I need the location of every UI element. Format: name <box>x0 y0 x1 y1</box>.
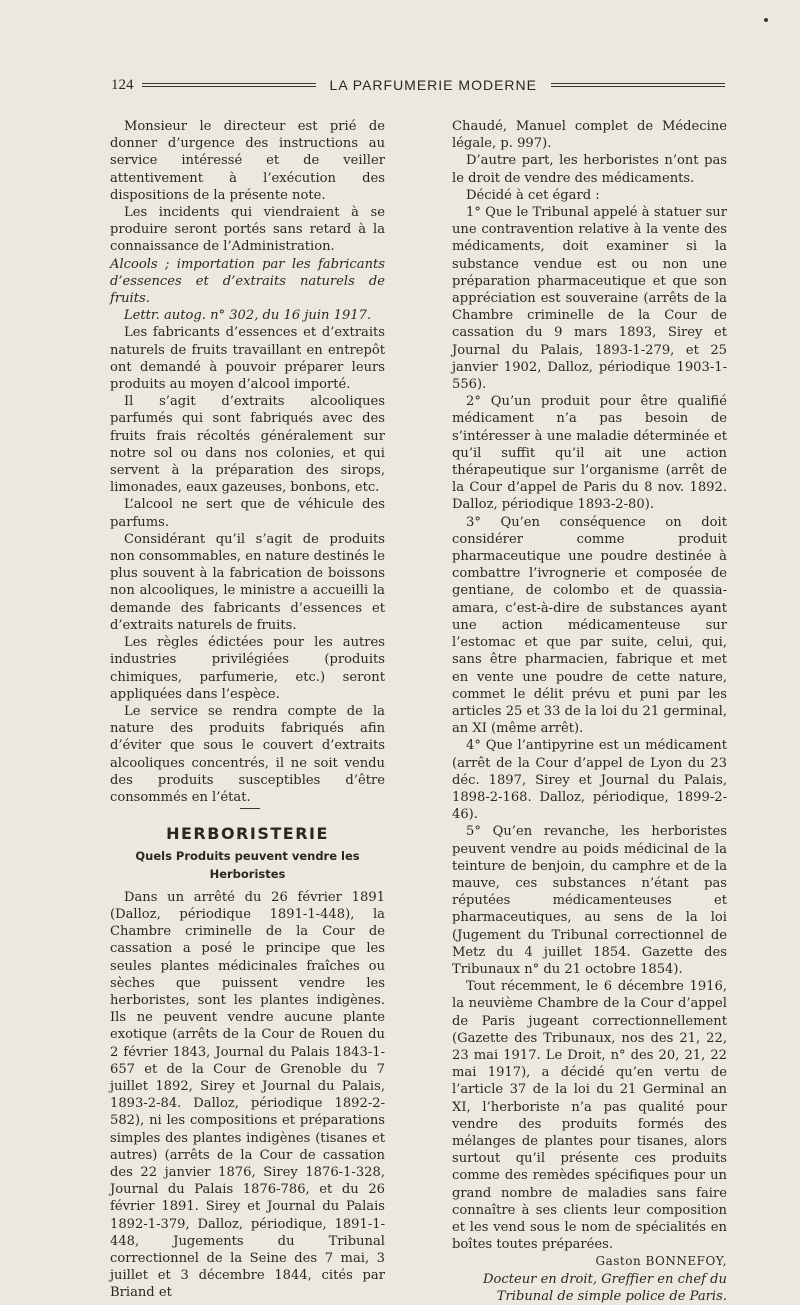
right-column <box>452 118 727 1305</box>
paragraph: Tout récemment, le 6 décembre 1916, la neuvième Chambre de la Cour d’appel de Paris jugeant correctionnellement (Gazette des Tribunaux, nos des 21, 22, 23 mai 1917. Le Droit, n° des 20, 21, 22 mai 1917), a décidé qu’en vertu de l’article 37 de la loi du 21 Germinal an XI, l’herboriste n’a pas qualité pour vendre des produits formés des mélanges de plantes pour tisanes, alors surtout qu’il présente ces produits comme des remèdes spécifiques pour un grand nombre de maladies sans faire connaître à ses clients leur composition et les vend sous le nom de spécialités en boîtes toutes préparées. <box>452 979 727 1253</box>
paragraph: Les fabricants d’essences et d’extraits naturels de fruits travaillant en entrepôt ont demandé à pouvoir préparer leurs produits au moyen d’alcool importé. <box>110 325 385 393</box>
running-header <box>111 75 725 95</box>
paragraph: Décidé à cet égard : <box>466 187 600 203</box>
section-subtitle: Quels Produits peuvent vendre les Herboristes <box>135 849 360 881</box>
page-number: 124 <box>111 76 134 93</box>
section-title: HERBORISTERIE <box>166 824 329 844</box>
paragraph: D’autre part, les herboristes n’ont pas le droit de vendre des médicaments. <box>452 153 727 186</box>
paragraph: L’alcool ne sert que de véhicule des parfums. <box>110 497 385 530</box>
list-item: 5° Qu’en revanche, les herboristes peuvent vendre au poids médicinal de la teinture de benjoin, du camphre et de la mauve, ces substances n’étant pas réputées médicamenteuses et pharmaceutiques, au sens de la loi (Jugement du Tribunal correctionnel de Metz du 4 juillet 1854. Gazette des Tribunaux n° du 21 octobre 1854). <box>452 824 727 977</box>
paragraph: Il s’agit d’extraits alcooliques parfumés qui sont fabriqués avec des fruits frais récoltés généralement sur notre sol ou dans nos colonies, et qui servent à la préparation des sirops, limonades, eaux gazeuses, bonbons, etc. <box>110 394 385 496</box>
list-item: 2° Qu’un produit pour être qualifié médicament n’a pas besoin de s’intéresser à une maladie déterminée et qu’il suffit qu’il ait une action thérapeutique sur l’organisme (arrêt de la Cour d’appel de Paris du 8 nov. 1892. Dalloz, périodique 1893-2-80). <box>452 394 727 513</box>
paragraph: Le service se rendra compte de la nature des produits fabriqués afin d’éviter que sous le couvert d’extraits alcooliques concentrés, il ne soit vendu des produits susceptibles d’être consommés en l’état. <box>110 703 385 805</box>
left-column <box>110 118 385 1302</box>
header-rule-left <box>142 83 316 87</box>
author-signature: Gaston BONNEFOY, <box>595 1254 727 1269</box>
speck-mark <box>764 18 768 22</box>
article-title-alcools: Alcools ; importation par les fabricants d’essences et d’extraits naturels de fruits. <box>110 256 385 307</box>
paragraph: Monsieur le directeur est prié de donner d’urgence des instructions au service intéressé et de veiller attentivement à l’exécution des dispositions de la présente note. <box>110 119 385 203</box>
header-rule-right <box>551 83 725 87</box>
list-item: 4° Que l’antipyrine est un médicament (arrêt de la Cour d’appel de Lyon du 23 déc. 1897, Sirey et Journal du Palais, 1898-2-168. Dalloz, périodique, 1899-2-46). <box>452 738 727 823</box>
paragraph: Les règles édictées pour les autres industries privilégiées (produits chimiques, parfumerie, etc.) seront appliquées dans l’espèce. <box>110 635 385 702</box>
list-item: 1° Que le Tribunal appelé à statuer sur une contravention relative à la vente des médicaments, doit examiner si la substance vendue est ou non une préparation pharmaceutique et que son appréciation est souveraine (arrêts de la Chambre criminelle de la Cour de cassation du 9 mars 1893, Sirey et Journal du Palais, 1893-1-279, et 25 janvier 1902, Dalloz, périodique 1903-1-556). <box>452 205 727 393</box>
paragraph: Les incidents qui viendraient à se produire seront portés sans retard à la connaissance de l’Administration. <box>110 205 385 255</box>
paragraph: Chaudé, Manuel complet de Médecine légale, p. 997). <box>452 119 727 152</box>
author-title-line1: Docteur en droit, Greffier en chef du <box>482 1271 727 1287</box>
journal-title: LA PARFUMERIE MODERNE <box>329 77 537 93</box>
article-reference: Lettr. autog. n° 302, du 16 juin 1917. <box>123 308 372 324</box>
separator-rule <box>240 808 260 809</box>
paragraph: Considérant qu’il s’agit de produits non consommables, en nature destinés le plus souvent à la fabrication de boissons non alcooliques, le ministre a accueilli la demande des fabricants d’essences et d’extraits naturels de fruits. <box>110 531 385 633</box>
author-title-line2: Tribunal de simple police de Paris. <box>496 1288 727 1304</box>
list-item: 3° Qu’en conséquence on doit considérer comme produit pharmaceutique une poudre destinée à combattre l’ivrognerie et composée de gentiane, de colombo et de quassia-amara, c’est-à-dire de substances ayant une action médicamenteuse sur l’estomac et que par suite, celui, qui, sans être pharmacien, fabrique et met en vente une poudre de cette nature, commet le délit prévu et puni par les articles 25 et 33 de la loi du 21 germinal, an XI (même arrêt). <box>452 514 727 737</box>
paragraph: Dans un arrêté du 26 février 1891 (Dalloz, périodique 1891-1-448), la Chambre criminelle de la Cour de cassation a posé le principe que les seules plantes médicinales fraîches ou sèches que puissent vendre les herboristes, sont les plantes indigènes. Ils ne peuvent vendre aucune plante exotique (arrêts de la Cour de Rouen du 2 février 1843, Journal du Palais 1843-1-657 et de la Cour de Grenoble du 7 juillet 1892, Sirey et Journal du Palais, 1893-2-84. Dalloz, périodique 1892-2-582), ni les compositions et préparations simples des plantes indigènes (tisanes et autres) (arrêts de la Cour de cassation des 22 janvier 1876, Sirey 1876-1-328, Journal du Palais 1876-786, et du 26 février 1891. Sirey et Journal du Palais 1892-1-379, Dalloz, périodique, 1891-1-448, Jugements du Tribunal correctionnel de la Seine des 7 mai, 3 juillet et 3 décembre 1844, cités par Briand et <box>110 889 385 1301</box>
